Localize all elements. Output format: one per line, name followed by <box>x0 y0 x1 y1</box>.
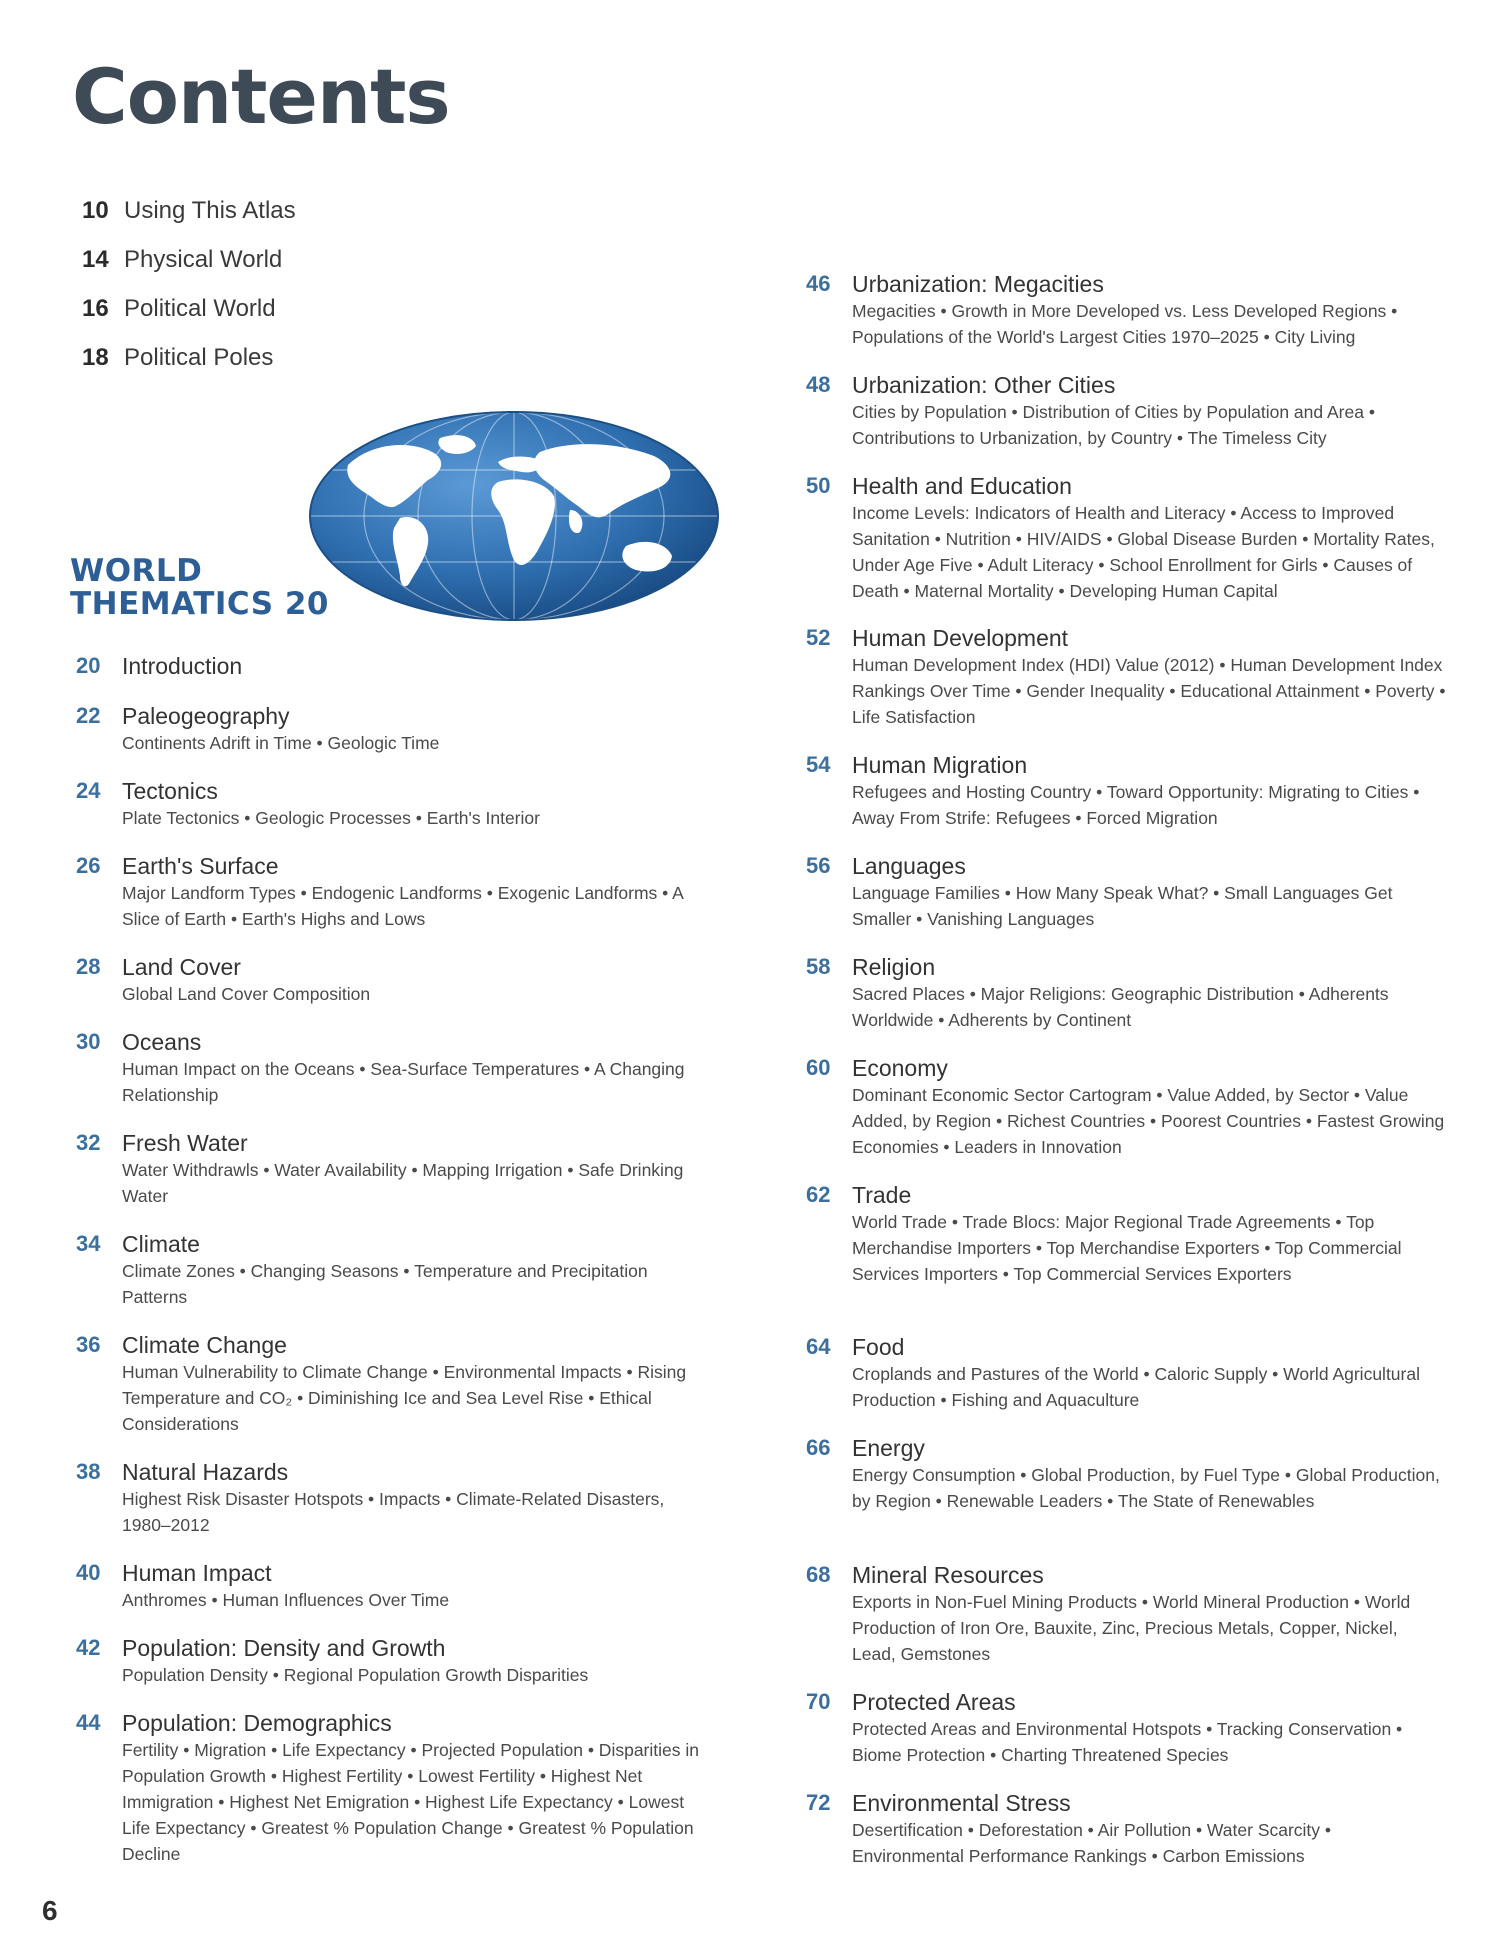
entry-page-number: 68 <box>806 1562 831 1587</box>
entry-page-number: 52 <box>806 625 831 650</box>
entry-page-number: 50 <box>806 473 831 498</box>
page-number: 18 <box>82 344 109 371</box>
toc-entry[interactable] <box>76 652 716 702</box>
toc-entry[interactable] <box>806 953 1446 1054</box>
entry-page-number: 46 <box>806 271 831 296</box>
toc-entry[interactable] <box>76 1458 716 1559</box>
entry-subtopics: Human Vulnerability to Climate Change • Environmental Impacts • Rising Temperature and CO₂ • Diminishing Ice and Sea Level Rise • Ethical Considerations <box>122 1362 687 1434</box>
entry-subtopics: Dominant Economic Sector Cartogram • Value Added, by Sector • Value Added, by Region • Richest Countries • Poorest Countries • Fastest Growing Economies • Leaders in Innovation <box>852 1085 1445 1157</box>
contents-column-right <box>806 270 1446 1869</box>
toc-entry[interactable] <box>806 270 1446 371</box>
page-number: 14 <box>82 246 109 273</box>
entry-page-number: 22 <box>76 703 101 728</box>
toc-entry[interactable] <box>76 702 716 777</box>
toc-entry[interactable] <box>806 1434 1446 1561</box>
entry-subtopics: Energy Consumption • Global Production, by Fuel Type • Global Production, by Region • Renewable Leaders • The State of Renewables <box>852 1465 1440 1511</box>
entry-subtopics: Anthromes • Human Influences Over Time <box>122 1590 450 1610</box>
toc-entry[interactable] <box>76 1634 716 1709</box>
toc-entry[interactable] <box>76 1709 716 1867</box>
globe-illustration <box>308 410 720 622</box>
entry-page-number: 32 <box>76 1130 101 1155</box>
entry-title: Health and Education <box>852 473 1072 499</box>
toc-entry[interactable] <box>76 1129 716 1230</box>
entry-subtopics: Refugees and Hosting Country • Toward Opportunity: Migrating to Cities • Away From Strife: Refugees • Forced Migration <box>852 782 1420 828</box>
toc-entry[interactable] <box>806 852 1446 953</box>
entry-page-number: 28 <box>76 954 101 979</box>
entry-page-number: 64 <box>806 1334 831 1359</box>
entry-title: Population: Demographics <box>122 1710 392 1736</box>
entry-page-number: 24 <box>76 778 101 803</box>
entry-subtopics: Language Families • How Many Speak What? • Small Languages Get Smaller • Vanishing Languages <box>852 883 1393 929</box>
entry-page-number: 36 <box>76 1332 101 1357</box>
entry-page-number: 70 <box>806 1689 831 1714</box>
entry-subtopics: Population Density • Regional Population Growth Disparities <box>122 1665 589 1685</box>
entry-title: Urbanization: Other Cities <box>852 372 1116 398</box>
toc-entry[interactable] <box>806 1054 1446 1181</box>
toc-entry[interactable] <box>806 371 1446 472</box>
entry-page-number: 44 <box>76 1710 101 1735</box>
entry-title: Human Impact <box>122 1560 272 1586</box>
entry-subtopics: Protected Areas and Environmental Hotspots • Tracking Conservation • Biome Protection • Charting Threatened Species <box>852 1719 1403 1765</box>
front-item[interactable] <box>82 294 482 343</box>
entry-subtopics: Continents Adrift in Time • Geologic Time <box>122 733 440 753</box>
entry-title: Tectonics <box>122 778 218 804</box>
toc-entry[interactable] <box>76 1331 716 1458</box>
entry-page-number: 60 <box>806 1055 831 1080</box>
entry-subtopics: Global Land Cover Composition <box>122 984 371 1004</box>
toc-entry[interactable] <box>806 1181 1446 1333</box>
entry-page-number: 38 <box>76 1459 101 1484</box>
entry-page-number: 54 <box>806 752 831 777</box>
entry-title: Religion <box>852 954 936 980</box>
entry-subtopics: Desertification • Deforestation • Air Pollution • Water Scarcity • Environmental Performance Rankings • Carbon Emissions <box>852 1820 1332 1866</box>
entry-title: Introduction <box>122 653 243 679</box>
entry-title: Mineral Resources <box>852 1562 1044 1588</box>
page-title: Contents <box>72 52 450 141</box>
page-number: 10 <box>82 197 109 224</box>
entry-title: Trade <box>852 1182 912 1208</box>
section-line2: THEMATICS <box>70 586 274 622</box>
entry-page-number: 56 <box>806 853 831 878</box>
entry-title: Climate Change <box>122 1332 287 1358</box>
entry-title: Climate <box>122 1231 200 1257</box>
toc-entry[interactable] <box>806 472 1446 624</box>
entry-subtopics: Megacities • Growth in More Developed vs. Less Developed Regions • Populations of the World's Largest Cities 1970–2025 • City Living <box>852 301 1398 347</box>
entry-page-number: 48 <box>806 372 831 397</box>
section-heading <box>70 555 329 621</box>
section-line1: WORLD <box>70 553 203 589</box>
entry-title: Languages <box>852 853 966 879</box>
entry-title: Natural Hazards <box>122 1459 289 1485</box>
entry-title: Human Development <box>852 625 1069 651</box>
toc-entry[interactable] <box>806 1789 1446 1869</box>
entry-title: Economy <box>852 1055 948 1081</box>
entry-subtopics: Plate Tectonics • Geologic Processes • Earth's Interior <box>122 808 540 828</box>
front-matter-list <box>82 196 482 392</box>
toc-entry[interactable] <box>76 852 716 953</box>
entry-title: Urbanization: Megacities <box>852 271 1104 297</box>
front-item[interactable] <box>82 245 482 294</box>
entry-subtopics: Human Impact on the Oceans • Sea-Surface Temperatures • A Changing Relationship <box>122 1059 685 1105</box>
entry-subtopics: Highest Risk Disaster Hotspots • Impacts • Climate-Related Disasters, 1980–2012 <box>122 1489 665 1535</box>
entry-subtopics: Croplands and Pastures of the World • Caloric Supply • World Agricultural Production • Fishing and Aquaculture <box>852 1364 1420 1410</box>
entry-subtopics: Fertility • Migration • Life Expectancy • Projected Population • Disparities in Population Growth • Highest Fertility • Lowest Fertility • Highest Net Immigration • Highest Net Emigration • Highest Life Expectancy • Lowest Life Expectancy • Greatest % Population Change • Greatest % Population Decline <box>122 1740 699 1864</box>
toc-entry[interactable] <box>76 1559 716 1634</box>
toc-entry[interactable] <box>76 1230 716 1331</box>
section-page-number: 20 <box>284 586 329 622</box>
entry-page-number: 66 <box>806 1435 831 1460</box>
toc-entry[interactable] <box>806 1688 1446 1789</box>
entry-page-number: 26 <box>76 853 101 878</box>
toc-entry[interactable] <box>806 1561 1446 1688</box>
entry-title: Fresh Water <box>122 1130 248 1156</box>
toc-entry[interactable] <box>76 953 716 1028</box>
toc-entry[interactable] <box>806 1333 1446 1434</box>
entry-page-number: 58 <box>806 954 831 979</box>
entry-title: Environmental Stress <box>852 1790 1071 1816</box>
toc-entry[interactable] <box>76 1028 716 1129</box>
entry-subtopics: Water Withdrawls • Water Availability • Mapping Irrigation • Safe Drinking Water <box>122 1160 684 1206</box>
entry-title: Political World <box>124 295 276 322</box>
entry-page-number: 30 <box>76 1029 101 1054</box>
entry-title: Using This Atlas <box>124 197 296 224</box>
toc-entry[interactable] <box>76 777 716 852</box>
entry-title: Land Cover <box>122 954 241 980</box>
front-item[interactable] <box>82 343 482 392</box>
entry-title: Oceans <box>122 1029 202 1055</box>
entry-subtopics: World Trade • Trade Blocs: Major Regional Trade Agreements • Top Merchandise Importers • Top Merchandise Exporters • Top Commercial Services Importers • Top Commercial Services Exporters <box>852 1212 1402 1284</box>
entry-page-number: 62 <box>806 1182 831 1207</box>
entry-page-number: 42 <box>76 1635 101 1660</box>
entry-title: Human Migration <box>852 752 1028 778</box>
entry-page-number: 40 <box>76 1560 101 1585</box>
entry-subtopics: Major Landform Types • Endogenic Landforms • Exogenic Landforms • A Slice of Earth • Earth's Highs and Lows <box>122 883 683 929</box>
entry-title: Political Poles <box>124 344 274 371</box>
contents-column-left <box>76 652 716 1867</box>
page-number-footer: 6 <box>42 1895 58 1926</box>
entry-page-number: 72 <box>806 1790 831 1815</box>
entry-title: Paleogeography <box>122 703 290 729</box>
front-item[interactable] <box>82 196 482 245</box>
toc-entry[interactable] <box>806 751 1446 852</box>
entry-subtopics: Exports in Non-Fuel Mining Products • World Mineral Production • World Production of Iron Ore, Bauxite, Zinc, Precious Metals, Copper, Nickel, Lead, Gemstones <box>852 1592 1411 1664</box>
entry-subtopics: Sacred Places • Major Religions: Geographic Distribution • Adherents Worldwide • Adherents by Continent <box>852 984 1389 1030</box>
entry-subtopics: Human Development Index (HDI) Value (2012) • Human Development Index Rankings Over Time • Gender Inequality • Educational Attainment • Poverty • Life Satisfaction <box>852 655 1446 727</box>
entry-title: Earth's Surface <box>122 853 279 879</box>
entry-title: Protected Areas <box>852 1689 1016 1715</box>
entry-subtopics: Climate Zones • Changing Seasons • Temperature and Precipitation Patterns <box>122 1261 648 1307</box>
entry-title: Food <box>852 1334 905 1360</box>
entry-title: Population: Density and Growth <box>122 1635 446 1661</box>
entry-subtopics: Cities by Population • Distribution of Cities by Population and Area • Contributions to Urbanization, by Country • The Timeless City <box>852 402 1375 448</box>
page-number: 16 <box>82 295 109 322</box>
entry-page-number: 20 <box>76 653 101 678</box>
entry-title: Energy <box>852 1435 925 1461</box>
entry-title: Physical World <box>124 246 283 273</box>
entry-subtopics: Income Levels: Indicators of Health and Literacy • Access to Improved Sanitation • Nutrition • HIV/AIDS • Global Disease Burden • Mortality Rates, Under Age Five • Adult Literacy • School Enrollment for Girls • Causes of Death • Maternal Mortality • Developing Human Capital <box>852 503 1435 601</box>
entry-page-number: 34 <box>76 1231 101 1256</box>
toc-entry[interactable] <box>806 624 1446 751</box>
